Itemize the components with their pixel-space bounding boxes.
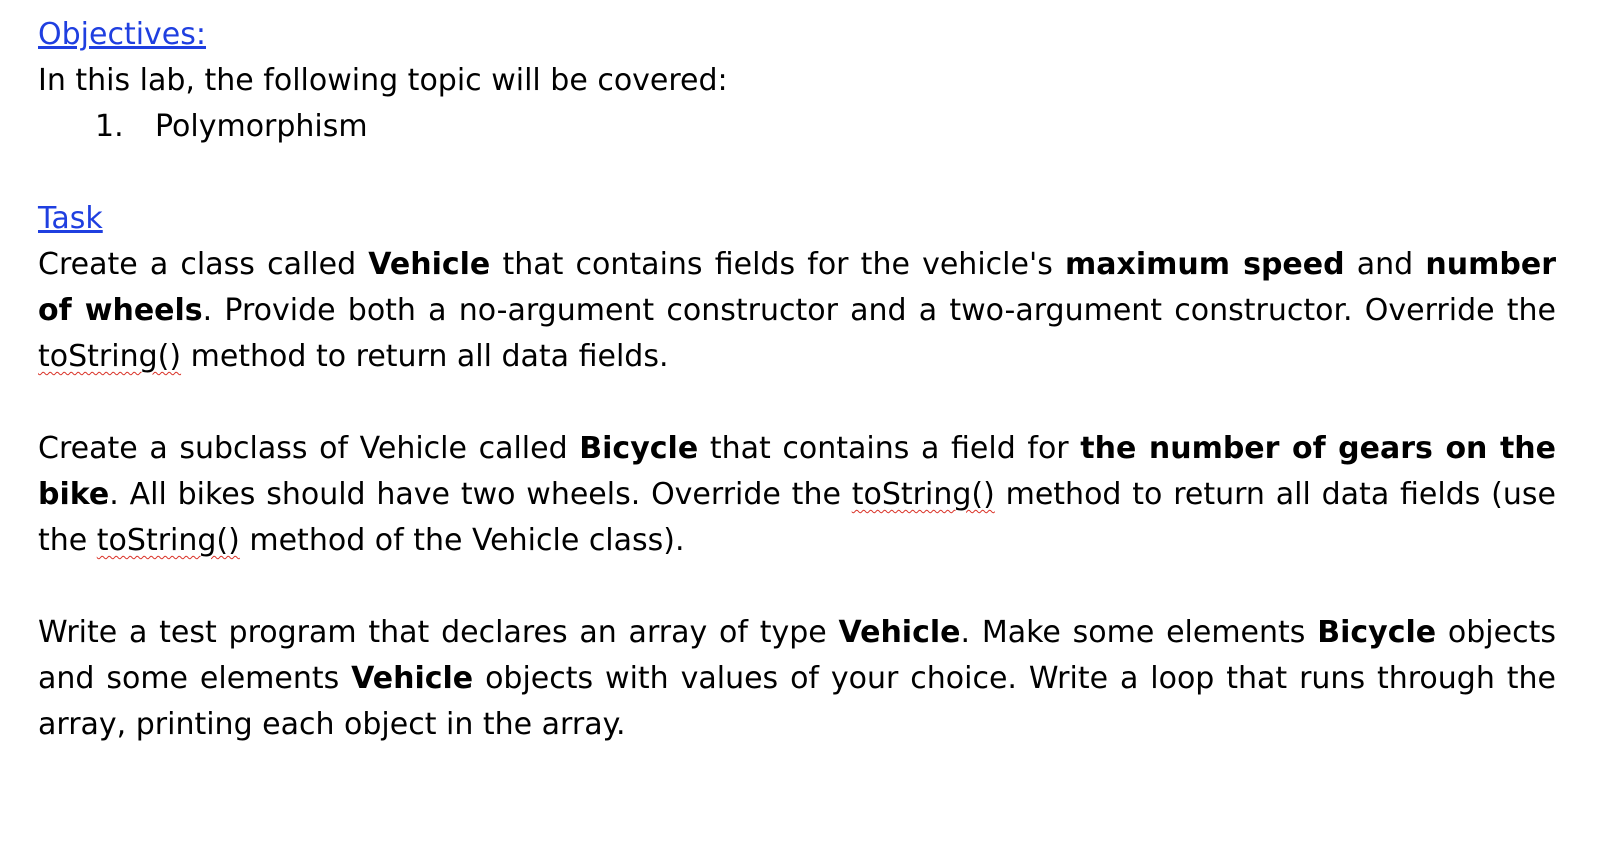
- bold-term-gears: the number of gears on the bike: [38, 431, 1556, 512]
- bold-term-vehicle: Vehicle: [351, 661, 474, 696]
- bold-term-bicycle: Bicycle: [579, 431, 699, 466]
- bold-term-wheels: number of wheels: [38, 247, 1556, 328]
- objectives-heading: Objectives:: [38, 17, 206, 52]
- method-name-tostring: toString(): [38, 339, 182, 374]
- method-name-tostring: toString(): [96, 523, 240, 558]
- text-run: that contains fields for the vehicle's: [490, 247, 1065, 282]
- objectives-list: [38, 104, 1556, 150]
- list-item-text: Polymorphism: [155, 109, 368, 144]
- text-run: . Provide both a no-argument constructor and a two-argument constructor. Override the: [202, 293, 1556, 328]
- text-run: and: [1344, 247, 1426, 282]
- objectives-intro: In this lab, the following topic will be covered:: [38, 63, 728, 98]
- list-item: [95, 104, 1556, 150]
- text-run: . Make some elements: [960, 615, 1318, 650]
- bold-term-vehicle: Vehicle: [368, 247, 491, 282]
- text-run: method of the Vehicle class).: [239, 523, 685, 558]
- task-paragraph-test-program: [38, 610, 1556, 748]
- bold-term-vehicle: Vehicle: [838, 615, 961, 650]
- task-heading: Task: [38, 201, 103, 236]
- text-run: Create a class called: [38, 247, 369, 282]
- text-run: method to return all data fields.: [181, 339, 669, 374]
- list-item-number: 1.: [95, 109, 124, 144]
- text-run: method to return all data fields (use the: [38, 477, 1556, 558]
- bold-term-max-speed: maximum speed: [1065, 247, 1345, 282]
- spacer: [38, 564, 1556, 610]
- bold-term-bicycle: Bicycle: [1317, 615, 1437, 650]
- text-run: that contains a field for: [698, 431, 1081, 466]
- text-run: objects and some elements: [38, 615, 1556, 696]
- task-paragraph-vehicle: [38, 242, 1556, 380]
- text-run: objects with values of your choice. Write a loop that runs through the array, printing each object in the array.: [38, 661, 1556, 742]
- spacer: [38, 150, 1556, 196]
- text-run: Create a subclass of Vehicle called: [38, 431, 580, 466]
- spacer: [38, 380, 1556, 426]
- task-paragraph-bicycle: [38, 426, 1556, 564]
- text-run: . All bikes should have two wheels. Override the: [109, 477, 852, 512]
- method-name-tostring: toString(): [851, 477, 995, 512]
- text-run: Write a test program that declares an array of type: [38, 615, 839, 650]
